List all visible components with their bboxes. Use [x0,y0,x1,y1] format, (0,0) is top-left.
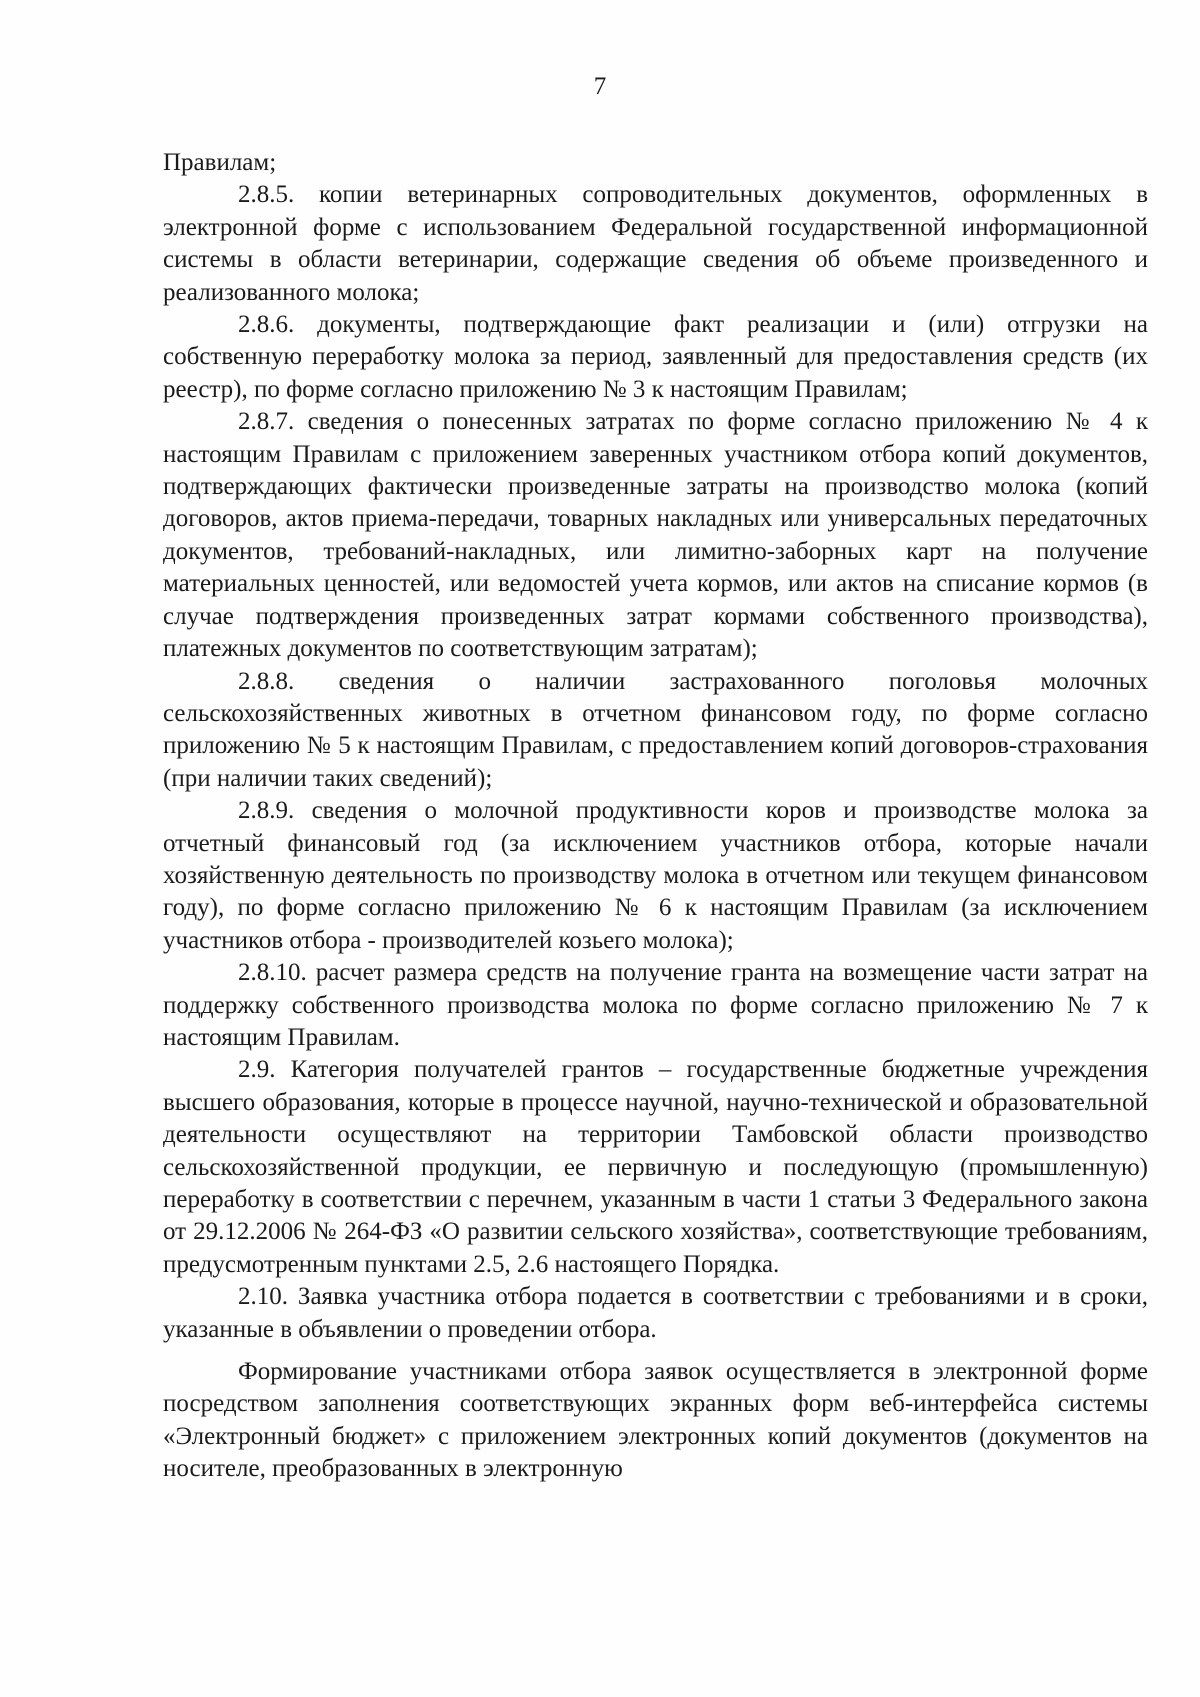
paragraph-continuation: Правилам; [163,149,277,176]
paragraph-2-8-9: 2.8.9. сведения о молочной продуктивности коров и производстве молока за отчетный финансовый год (за исключением участников отбора, которые начали хозяйственную деятельность по производству молока в отчетном или текущем финансовом году), по форме согласно приложению № 6 к настоящим Правилам (за исключением участников отбора - производителей козьего молока); [163,797,1148,954]
paragraph-2-8-5: 2.8.5. копии ветеринарных сопроводительных документов, оформленных в электронной форме с использованием Федеральной государственной информационной системы в области ветеринарии, содержащие сведения об объеме произведенного и реализованного молока; [163,181,1148,306]
paragraph-2-8-7: 2.8.7. сведения о понесенных затратах по форме согласно приложению № 4 к настоящим Правилам с приложением заверенных участником отбора копий документов, подтверждающих фактически произведенные затраты на производство молока (копий договоров, актов приема-передачи, товарных накладных или универсальных передаточных документов, требований-накладных, или лимитно-заборных карт на получение материальных ценностей, или ведомостей учета кормов, или актов на списание кормов (в случае подтверждения произведенных затрат кормами собственного производства), платежных документов по соответствующим затратам); [163,408,1148,663]
paragraph-2-9: 2.9. Категория получателей грантов – государственные бюджетные учреждения высшего образования, которые в процессе научной, научно-технической и образовательной деятельности осуществляют на территории Тамбовской области производство сельскохозяйственной продукции, ее первичную и последующую (промышленную) переработку в соответствии с перечнем, указанным в части 1 статьи 3 Федерального закона от 29.12.2006 № 264-ФЗ «О развитии сельского хозяйства», соответствующие требованиям, предусмотренным пунктами 2.5, 2.6 настоящего Порядка. [163,1056,1148,1278]
paragraph-2-10: 2.10. Заявка участника отбора подается в соответствии с требованиями и в сроки, указанные в объявлении о проведении отбора. [163,1283,1148,1343]
paragraph-2-8-6: 2.8.6. документы, подтверждающие факт реализации и (или) отгрузки на собственную переработку молока за период, заявленный для предоставления средств (их реестр), по форме согласно приложению № 3 к настоящим Правилам; [163,311,1148,403]
document-body [163,147,1148,1486]
page-number: 7 [593,73,607,100]
paragraph-formation: Формирование участниками отбора заявок осуществляется в электронной форме посредством заполнения соответствующих экранных форм веб-интерфейса системы «Электронный бюджет» с приложением электронных копий документов (документов на носителе, преобразованных в электронную [163,1358,1148,1483]
paragraph-2-8-10: 2.8.10. расчет размера средств на получение гранта на возмещение части затрат на поддержку собственного производства молока по форме согласно приложению № 7 к настоящим Правилам. [163,959,1148,1051]
paragraph-2-8-8: 2.8.8. сведения о наличии застрахованного поголовья молочных сельскохозяйственных животных в отчетном финансовом году, по форме согласно приложению № 5 к настоящим Правилам, с предоставлением копий договоров-страхования (при наличии таких сведений); [163,667,1148,792]
